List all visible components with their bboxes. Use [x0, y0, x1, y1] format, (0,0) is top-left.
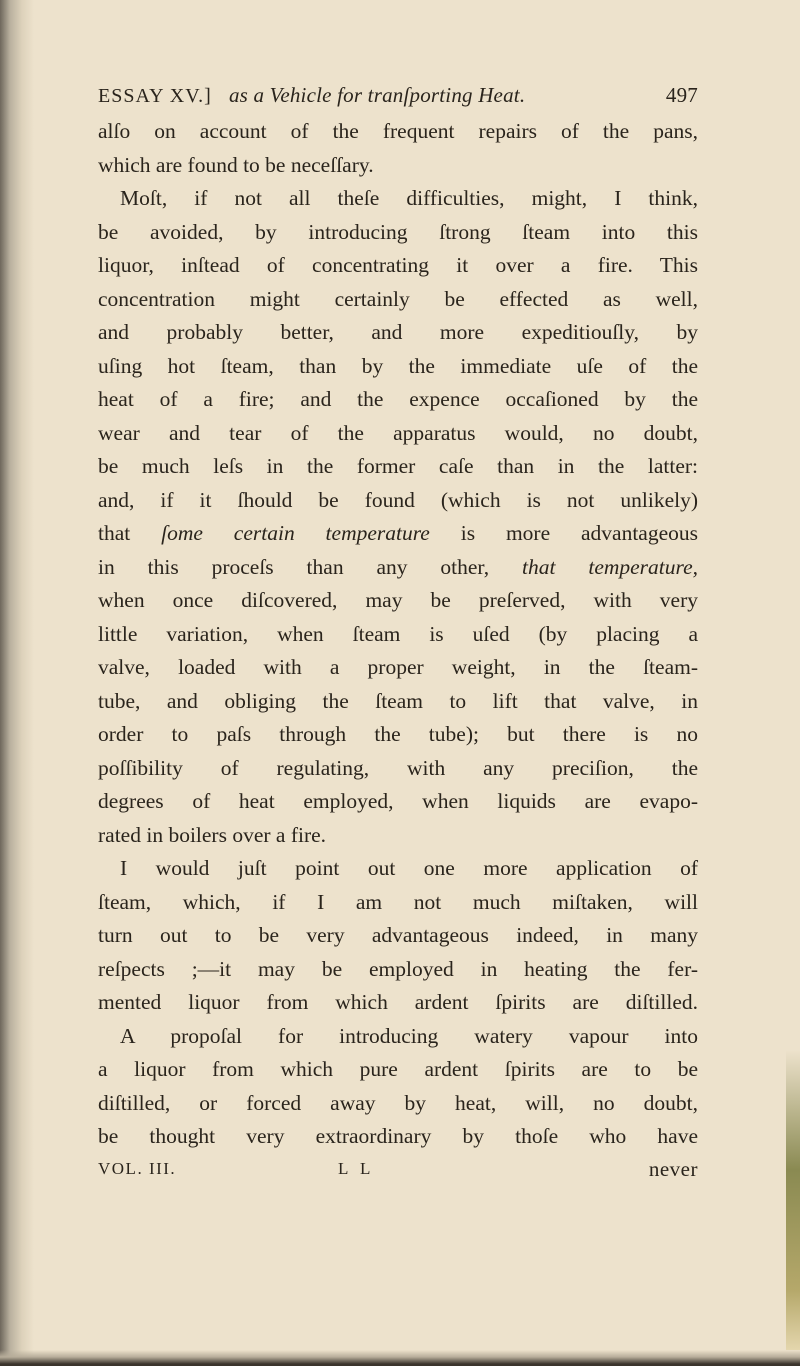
text-line: and probably better, and more expeditiouſly, by — [98, 320, 698, 344]
text-line: rated in boilers over a fire. — [98, 822, 327, 847]
text-line: heat of a fire; and the expence occaſioned by the — [98, 387, 698, 411]
text-span: is more advantageous — [429, 521, 699, 545]
text-line: little variation, when ſteam is uſed (by placing a — [98, 621, 698, 646]
text-line: tube, and obliging the ſteam to lift that valve, in — [98, 688, 698, 713]
page-gutter-shadow — [0, 0, 34, 1366]
page-edge-stain — [786, 1050, 800, 1350]
text-line: which are found to be neceſſary. — [98, 152, 374, 177]
text-line: poſſibility of regulating, with any preciſion, the — [98, 755, 698, 780]
page-footer — [98, 1154, 698, 1184]
page-number: 497 — [665, 83, 698, 107]
text-line: I would juſt point out one more application of — [120, 856, 698, 880]
text-line: wear and tear of the apparatus would, no doubt, — [98, 420, 698, 445]
text-line: concentration might certainly be effected as well, — [98, 286, 698, 311]
text-span: that — [98, 521, 162, 545]
volume-label: VOL. III. — [98, 1158, 177, 1178]
text-line: degrees of heat employed, when liquids are evapo- — [98, 789, 698, 813]
essay-number: ESSAY XV.] — [98, 85, 212, 107]
italic-phrase: that temperature, — [522, 554, 699, 579]
text-line: liquor, inſtead of concentrating it over a fire. This — [98, 253, 698, 277]
text-line: turn out to be very advantageous indeed, in many — [98, 923, 698, 947]
text-line: valve, loaded with a proper weight, in the ſteam- — [98, 655, 698, 679]
italic-phrase: ſome certain temperature — [161, 521, 430, 545]
text-line: alſo on account of the frequent repairs of the pans, — [98, 119, 698, 143]
text-line: be avoided, by introducing ſtrong ſteam into this — [98, 219, 698, 244]
text-span: in this proceſs than any other, — [98, 554, 522, 579]
text-line — [98, 517, 698, 551]
running-head — [98, 76, 698, 114]
text-line: reſpects ;—it may be employed in heating the fer- — [98, 956, 698, 981]
body-text — [98, 115, 698, 1154]
text-line: order to paſs through the tube); but there is no — [98, 722, 698, 746]
catchword: never — [648, 1156, 698, 1181]
text-line: a liquor from which pure ardent ſpirits are to be — [98, 1057, 698, 1081]
signature-mark: L L — [338, 1158, 375, 1178]
text-line: mented liquor from which ardent ſpirits are diſtilled. — [98, 990, 698, 1014]
text-line: A propoſal for introducing watery vapour into — [120, 1023, 698, 1048]
text-line: uſing hot ſteam, than by the immediate uſe of the — [98, 353, 698, 378]
text-line: be much leſs in the former caſe than in the latter: — [98, 454, 698, 478]
page-bottom-edge — [0, 1350, 800, 1366]
text-line: diſtilled, or forced away by heat, will, no doubt, — [98, 1090, 698, 1115]
text-line: be thought very extraordinary by thoſe who have — [98, 1124, 698, 1148]
text-line: when once diſcovered, may be preſerved, with very — [98, 588, 698, 612]
text-line: and, if it ſhould be found (which is not unlikely) — [98, 487, 698, 512]
text-line — [98, 551, 698, 585]
book-page — [98, 76, 698, 1184]
text-line: Moſt, if not all theſe difficulties, might, I think, — [120, 186, 698, 210]
running-title: as a Vehicle for tranſporting Heat. — [228, 83, 526, 107]
text-line: ſteam, which, if I am not much miſtaken, will — [98, 889, 698, 914]
